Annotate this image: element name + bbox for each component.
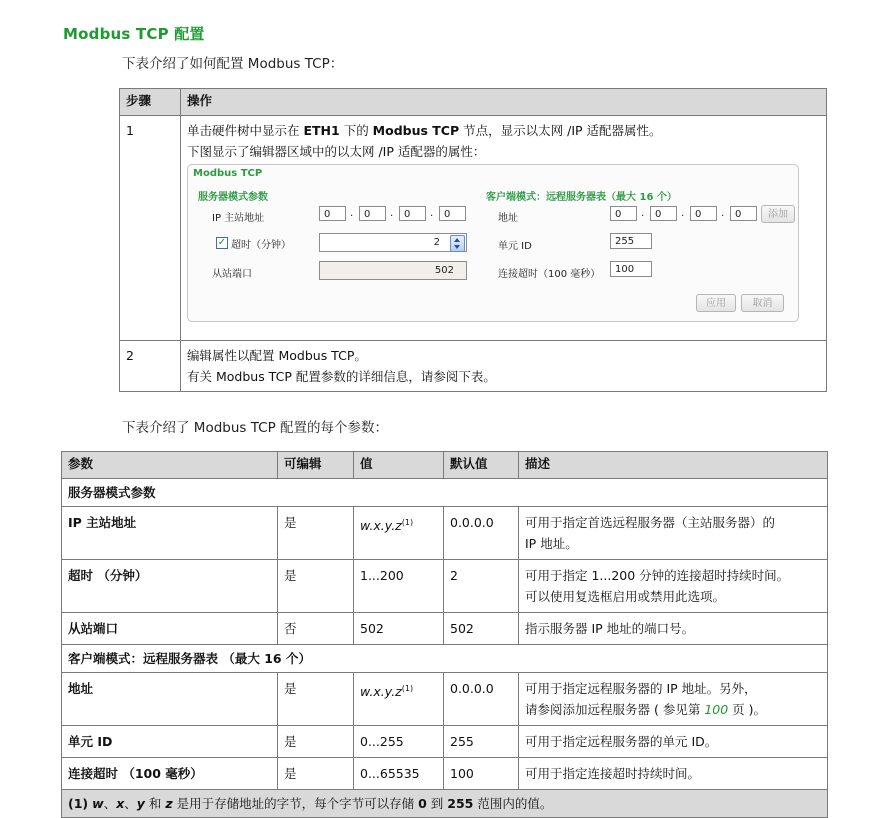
text: 请参阅添加远程服务器 ( 参见第 bbox=[525, 702, 705, 717]
step-number: 2 bbox=[120, 341, 181, 392]
table-row bbox=[62, 758, 828, 790]
steps-header-row bbox=[120, 89, 827, 116]
param-description bbox=[519, 560, 828, 613]
range-high: 255 bbox=[447, 796, 474, 811]
text-bold: Modbus TCP bbox=[372, 123, 460, 138]
footnote-ref: (1) bbox=[401, 518, 414, 527]
params-header-row bbox=[62, 452, 828, 479]
var-z: z bbox=[165, 796, 173, 811]
param-description: 可用于指定连接超时持续时间。 bbox=[519, 758, 828, 790]
text-bold: ETH1 bbox=[303, 123, 340, 138]
table-row bbox=[62, 726, 828, 758]
param-description: 可用于指定远程服务器的单元 ID。 bbox=[519, 726, 828, 758]
footnote bbox=[62, 790, 828, 818]
header-step: 步骤 bbox=[120, 89, 181, 116]
conn-timeout-label: 连接超时（100 毫秒） bbox=[498, 269, 601, 280]
param-name: 地址 bbox=[62, 673, 278, 726]
step-line: 下图显示了编辑器区域中的以太网 /IP 适配器的属性： bbox=[187, 144, 486, 159]
ip-octet-1[interactable]: 0 bbox=[319, 206, 346, 221]
slave-port-field: 502 bbox=[319, 261, 467, 280]
param-default: 0.0.0.0 bbox=[444, 673, 519, 726]
table-row bbox=[62, 613, 828, 645]
ip-octet-4[interactable]: 0 bbox=[439, 206, 466, 221]
footnote-ref: (1) bbox=[401, 684, 414, 693]
text: 和 bbox=[144, 796, 166, 811]
ip-octet-3[interactable]: 0 bbox=[399, 206, 426, 221]
address-octet-4[interactable]: 0 bbox=[730, 206, 757, 221]
section-row bbox=[62, 645, 828, 673]
section-row bbox=[62, 479, 828, 507]
param-value: 502 bbox=[354, 613, 444, 645]
param-description bbox=[519, 507, 828, 560]
section-server: 服务器模式参数 bbox=[62, 479, 828, 507]
text: 节点，显示以太网 /IP 适配器属性。 bbox=[459, 123, 662, 138]
param-name: IP 主站地址 bbox=[62, 507, 278, 560]
param-editable: 是 bbox=[278, 560, 354, 613]
param-editable: 是 bbox=[278, 673, 354, 726]
param-name: 超时 （分钟） bbox=[62, 560, 278, 613]
ip-label: IP 主站地址 bbox=[212, 213, 265, 224]
param-default: 100 bbox=[444, 758, 519, 790]
footnote-row bbox=[62, 790, 828, 818]
text: 是用于存储地址的字节，每个字节可以存储 bbox=[172, 796, 419, 811]
value-text: w.x.y.z bbox=[360, 684, 402, 700]
panel-title: Modbus TCP bbox=[193, 168, 263, 179]
desc-line: 可以使用复选框启用或禁用此选项。 bbox=[525, 589, 726, 604]
intro-text-steps: 下表介绍了如何配置 Modbus TCP： bbox=[122, 56, 344, 72]
dot-separator: . bbox=[430, 208, 434, 219]
param-default: 255 bbox=[444, 726, 519, 758]
footnote-mark: (1) bbox=[68, 796, 89, 811]
param-name: 单元 ID bbox=[62, 726, 278, 758]
apply-button[interactable]: 应用 bbox=[696, 294, 736, 312]
text: 、 bbox=[124, 796, 137, 811]
dot-separator: . bbox=[350, 208, 354, 219]
step-action bbox=[181, 341, 827, 392]
timeout-value: 2 bbox=[433, 237, 440, 248]
dot-separator: . bbox=[390, 208, 394, 219]
section-client: 客户端模式：远程服务器表 （最大 16 个） bbox=[62, 645, 828, 673]
param-description: 指示服务器 IP 地址的端口号。 bbox=[519, 613, 828, 645]
var-w: w bbox=[92, 796, 104, 811]
param-value bbox=[354, 673, 444, 726]
param-editable: 是 bbox=[278, 758, 354, 790]
param-value: 1...200 bbox=[354, 560, 444, 613]
ip-octet-2[interactable]: 0 bbox=[359, 206, 386, 221]
server-section-title: 服务器模式参数 bbox=[198, 192, 268, 203]
timeout-spinner[interactable] bbox=[319, 233, 467, 252]
desc-line bbox=[525, 699, 821, 720]
step-line: 编辑属性以配置 Modbus TCP。 bbox=[187, 348, 367, 363]
param-name: 连接超时 （100 毫秒） bbox=[62, 758, 278, 790]
unit-id-input[interactable]: 255 bbox=[610, 233, 652, 249]
param-editable: 是 bbox=[278, 726, 354, 758]
text: 下的 bbox=[339, 123, 373, 138]
timeout-label: 超时（分钟） bbox=[231, 240, 291, 251]
slave-port-label: 从站端口 bbox=[212, 269, 252, 280]
text: 页 )。 bbox=[728, 702, 766, 717]
dot-separator: . bbox=[721, 208, 725, 219]
param-editable: 否 bbox=[278, 613, 354, 645]
text: 到 bbox=[426, 796, 448, 811]
timeout-checkbox[interactable]: ✓ bbox=[217, 237, 227, 248]
text: 、 bbox=[103, 796, 117, 811]
desc-line: 可用于指定首选远程服务器（主站服务器）的 bbox=[525, 515, 776, 530]
header-description: 描述 bbox=[519, 452, 828, 479]
address-octet-3[interactable]: 0 bbox=[690, 206, 717, 221]
param-value: 0...255 bbox=[354, 726, 444, 758]
param-editable: 是 bbox=[278, 507, 354, 560]
param-value: 0...65535 bbox=[354, 758, 444, 790]
add-button[interactable]: 添加 bbox=[761, 205, 795, 223]
modbus-tcp-panel bbox=[187, 164, 799, 322]
var-y: y bbox=[136, 796, 145, 811]
param-default: 0.0.0.0 bbox=[444, 507, 519, 560]
header-param: 参数 bbox=[62, 452, 278, 479]
header-default: 默认值 bbox=[444, 452, 519, 479]
step-action bbox=[181, 116, 827, 341]
var-x: x bbox=[116, 796, 125, 811]
desc-line: 可用于指定 1...200 分钟的连接超时持续时间。 bbox=[525, 568, 790, 583]
intro-text-params: 下表介绍了 Modbus TCP 配置的每个参数： bbox=[122, 420, 389, 436]
dot-separator: . bbox=[681, 208, 685, 219]
table-row bbox=[62, 560, 828, 613]
param-default: 502 bbox=[444, 613, 519, 645]
table-row bbox=[62, 507, 828, 560]
text: 单击硬件树中显示在 bbox=[187, 123, 304, 138]
step-row-1 bbox=[120, 116, 827, 341]
conn-timeout-input[interactable]: 100 bbox=[610, 261, 652, 277]
header-value: 值 bbox=[354, 452, 444, 479]
header-editable: 可编辑 bbox=[278, 452, 354, 479]
desc-line: 可用于指定远程服务器的 IP 地址。另外， bbox=[525, 681, 757, 696]
address-octet-2[interactable]: 0 bbox=[650, 206, 677, 221]
header-action: 操作 bbox=[181, 89, 827, 116]
value-text: w.x.y.z bbox=[360, 518, 402, 534]
params-table bbox=[61, 451, 828, 818]
address-label: 地址 bbox=[498, 213, 518, 224]
dot-separator: . bbox=[641, 208, 645, 219]
step-row-2 bbox=[120, 341, 827, 392]
param-description bbox=[519, 673, 828, 726]
page-link[interactable]: 100 bbox=[704, 702, 729, 717]
param-value bbox=[354, 507, 444, 560]
desc-line: IP 地址。 bbox=[525, 536, 578, 551]
cancel-button[interactable]: 取消 bbox=[741, 294, 784, 312]
client-section-title: 客户端模式：远程服务器表（最大 16 个） bbox=[486, 192, 677, 203]
step-line bbox=[187, 120, 820, 141]
param-name: 从站端口 bbox=[62, 613, 278, 645]
step-line: 有关 Modbus TCP 配置参数的详细信息，请参阅下表。 bbox=[187, 369, 496, 384]
page-title: Modbus TCP 配置 bbox=[63, 25, 205, 43]
unit-id-label: 单元 ID bbox=[498, 241, 532, 252]
range-low: 0 bbox=[418, 796, 427, 811]
table-row bbox=[62, 673, 828, 726]
steps-table bbox=[119, 88, 827, 392]
text: 范围内的值。 bbox=[473, 796, 553, 811]
step-number: 1 bbox=[120, 116, 181, 341]
spinner-arrows-icon[interactable] bbox=[450, 235, 465, 252]
param-default: 2 bbox=[444, 560, 519, 613]
address-octet-1[interactable]: 0 bbox=[610, 206, 637, 221]
